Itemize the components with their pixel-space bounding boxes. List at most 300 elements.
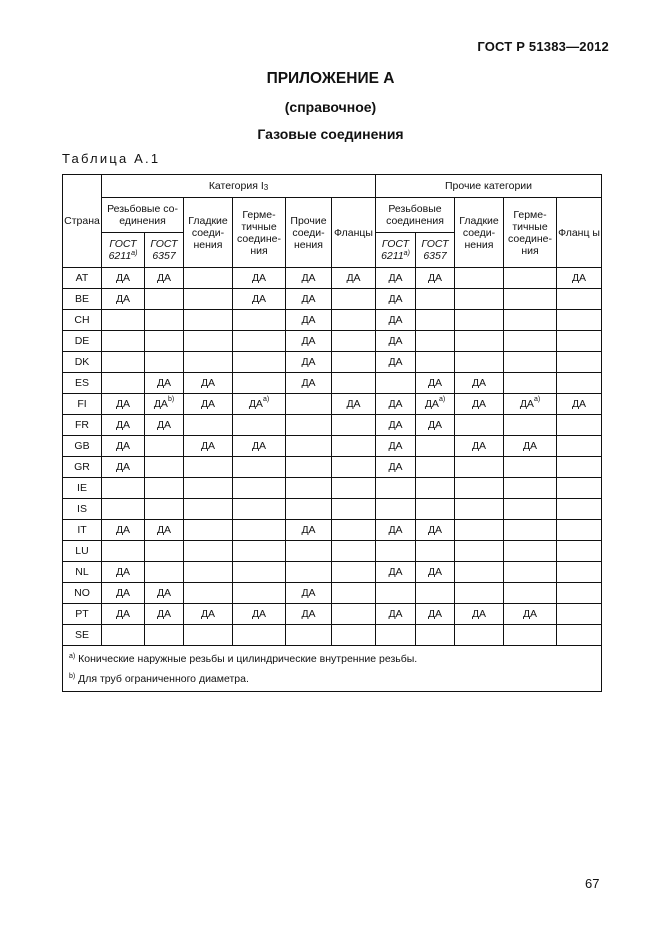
- table-row: [63, 436, 602, 457]
- cell: [102, 394, 145, 415]
- cell: [102, 457, 145, 478]
- cell: [184, 289, 233, 310]
- cell-value: ДА: [115, 461, 131, 473]
- cell: [184, 394, 233, 415]
- cell: [184, 478, 233, 499]
- cell: [184, 541, 233, 562]
- cell-value: ДА: [301, 293, 316, 305]
- cell: [233, 541, 286, 562]
- cell-value: ДА: [301, 377, 316, 389]
- country-code: GR: [63, 457, 102, 478]
- cell-value: ДА: [519, 398, 534, 410]
- header-hermetic-2: Герме-тичные соедине-ния: [504, 198, 557, 268]
- note-b-mark: b): [69, 673, 76, 680]
- cell: [102, 268, 145, 289]
- gost6211-footnote-mark: а): [403, 250, 410, 257]
- cell-value: ДА: [251, 440, 267, 452]
- cell: [145, 457, 184, 478]
- cell: [504, 541, 557, 562]
- cell: [376, 583, 416, 604]
- cell: [286, 331, 332, 352]
- cell-value: ДА: [301, 587, 316, 599]
- cell: [504, 583, 557, 604]
- cell-value: ДА: [522, 608, 538, 620]
- country-code: NL: [63, 562, 102, 583]
- cell-value: ДА: [251, 272, 267, 284]
- cell-value: ДА: [248, 398, 263, 410]
- cell: [145, 541, 184, 562]
- cell-value: ДА: [346, 398, 361, 410]
- cell-value: ДА: [115, 398, 131, 410]
- cell: [416, 331, 455, 352]
- table-row: [63, 499, 602, 520]
- cell: [504, 436, 557, 457]
- cell: [504, 415, 557, 436]
- cell: [376, 499, 416, 520]
- cell-value: ДА: [301, 335, 316, 347]
- cell: [184, 268, 233, 289]
- cell: [376, 289, 416, 310]
- cell: [102, 562, 145, 583]
- cell: [102, 352, 145, 373]
- cell: [233, 625, 286, 646]
- cell: [416, 583, 455, 604]
- cell-value: ДА: [115, 587, 131, 599]
- cell: [286, 373, 332, 394]
- country-code: IE: [63, 478, 102, 499]
- cell: [557, 583, 602, 604]
- table-row: [63, 541, 602, 562]
- cell: [332, 604, 376, 625]
- cell: [557, 562, 602, 583]
- cell-value: ДА: [388, 419, 403, 431]
- cell: [332, 436, 376, 457]
- cell: [376, 457, 416, 478]
- cell: [376, 394, 416, 415]
- cell-value: ДА: [200, 608, 216, 620]
- country-code: DE: [63, 331, 102, 352]
- cell: [286, 625, 332, 646]
- cell: [504, 478, 557, 499]
- cell-footnote-mark: a): [533, 396, 541, 403]
- cell: [233, 394, 286, 415]
- country-code: IS: [63, 499, 102, 520]
- appendix-title: ПРИЛОЖЕНИЕ А: [266, 70, 395, 87]
- country-code: DK: [63, 352, 102, 373]
- cell: [233, 583, 286, 604]
- cell-value: ДА: [427, 377, 443, 389]
- cell: [145, 520, 184, 541]
- cell: [233, 268, 286, 289]
- country-code: PT: [63, 604, 102, 625]
- cell: [416, 457, 455, 478]
- header-hermetic-1: Герме-тичные соедине-ния: [233, 198, 286, 268]
- header-flanges-2: Фланц ы: [557, 198, 602, 268]
- table-body: [63, 268, 602, 646]
- cell: [145, 604, 184, 625]
- cell: [184, 352, 233, 373]
- cell: [455, 625, 504, 646]
- cell-value: ДА: [115, 440, 131, 452]
- cell: [102, 415, 145, 436]
- table-row: [63, 520, 602, 541]
- cell: [376, 604, 416, 625]
- cell-value: ДА: [571, 272, 587, 284]
- cell: [286, 415, 332, 436]
- cell-value: ДА: [522, 440, 538, 452]
- cell-value: ДА: [427, 419, 443, 431]
- table-row: [63, 373, 602, 394]
- country-code: CH: [63, 310, 102, 331]
- cell: [102, 331, 145, 352]
- cell: [184, 625, 233, 646]
- cell: [145, 373, 184, 394]
- cell: [102, 310, 145, 331]
- cell: [145, 415, 184, 436]
- country-code: LU: [63, 541, 102, 562]
- cell: [557, 478, 602, 499]
- cell: [455, 520, 504, 541]
- cell: [332, 373, 376, 394]
- cell: [332, 625, 376, 646]
- cell: [455, 436, 504, 457]
- header-smooth-2: Гладкие соеди-нения: [455, 198, 504, 268]
- cell: [416, 268, 455, 289]
- cell: [455, 499, 504, 520]
- cell: [145, 310, 184, 331]
- cell: [455, 373, 504, 394]
- cell: [145, 499, 184, 520]
- category-i3-label: Категория I: [208, 180, 264, 192]
- cell: [332, 331, 376, 352]
- cell: [184, 436, 233, 457]
- cell: [376, 436, 416, 457]
- cell-value: ДА: [156, 419, 172, 431]
- cell: [102, 436, 145, 457]
- table-notes: [63, 646, 602, 692]
- cell: [504, 289, 557, 310]
- table-row: [63, 625, 602, 646]
- cell-value: ДА: [471, 377, 487, 389]
- cell-value: ДА: [115, 272, 131, 284]
- cell: [286, 268, 332, 289]
- cell: [233, 310, 286, 331]
- cell: [504, 373, 557, 394]
- cell: [557, 457, 602, 478]
- cell: [233, 457, 286, 478]
- cell: [184, 499, 233, 520]
- header-threaded-1: [102, 198, 184, 233]
- cell: [184, 604, 233, 625]
- cell: [557, 289, 602, 310]
- cell: [286, 478, 332, 499]
- page-number: 67: [585, 876, 600, 891]
- cell: [376, 331, 416, 352]
- cell-value: ДА: [424, 398, 439, 410]
- cell: [557, 499, 602, 520]
- cell: [102, 625, 145, 646]
- cell: [332, 352, 376, 373]
- cell: [233, 415, 286, 436]
- cell: [376, 268, 416, 289]
- cell: [233, 478, 286, 499]
- cell-value: ДА: [115, 524, 131, 536]
- note-b: [69, 669, 597, 689]
- cell: [376, 478, 416, 499]
- cell-footnote-mark: b): [167, 396, 175, 403]
- cell: [455, 289, 504, 310]
- note-a-text: Конические наружные резьбы и цилиндрические внутренние резьбы.: [78, 653, 418, 665]
- cell: [233, 499, 286, 520]
- cell: [332, 268, 376, 289]
- header-category-i3: [102, 175, 376, 198]
- cell-value: ДА: [301, 272, 316, 284]
- cell: [504, 499, 557, 520]
- cell: [184, 520, 233, 541]
- table-row: [63, 415, 602, 436]
- cell-value: ДА: [427, 272, 443, 284]
- cell: [184, 583, 233, 604]
- cell: [332, 562, 376, 583]
- cell: [557, 520, 602, 541]
- category-i3-subscript: 3: [263, 183, 269, 192]
- country-code: GB: [63, 436, 102, 457]
- cell: [416, 436, 455, 457]
- cell: [504, 562, 557, 583]
- cell: [286, 394, 332, 415]
- cell-value: ДА: [388, 314, 403, 326]
- cell-value: ДА: [427, 608, 443, 620]
- cell: [332, 499, 376, 520]
- cell-value: ДА: [571, 398, 587, 410]
- cell: [557, 541, 602, 562]
- cell: [504, 625, 557, 646]
- cell-value: ДА: [200, 398, 216, 410]
- cell-value: ДА: [301, 524, 316, 536]
- cell-value: ДА: [115, 608, 131, 620]
- cell-value: ДА: [427, 566, 443, 578]
- appendix-name: Газовые соединения: [257, 126, 404, 142]
- cell: [416, 352, 455, 373]
- threaded-label: Резьбовые со-единения: [107, 203, 178, 227]
- cell: [504, 604, 557, 625]
- country-code: ES: [63, 373, 102, 394]
- cell: [455, 583, 504, 604]
- header-gost6211-1: [102, 233, 145, 268]
- gost6211-label: ГОСТ 6211: [108, 238, 137, 262]
- table-row: [63, 289, 602, 310]
- cell-value: ДА: [471, 608, 487, 620]
- cell: [332, 583, 376, 604]
- cell-footnote-mark: a): [262, 396, 270, 403]
- cell-value: ДА: [471, 398, 487, 410]
- cell-value: ДА: [388, 272, 403, 284]
- cell: [102, 583, 145, 604]
- cell: [455, 541, 504, 562]
- gost6211-footnote-mark: а): [131, 250, 138, 257]
- cell: [286, 562, 332, 583]
- cell: [416, 604, 455, 625]
- cell: [504, 310, 557, 331]
- cell-value: ДА: [388, 335, 403, 347]
- table-row: [63, 604, 602, 625]
- cell: [332, 541, 376, 562]
- country-code: SE: [63, 625, 102, 646]
- cell-value: ДА: [156, 608, 172, 620]
- cell: [455, 604, 504, 625]
- cell: [233, 520, 286, 541]
- cell: [455, 415, 504, 436]
- cell: [145, 478, 184, 499]
- cell: [455, 268, 504, 289]
- cell: [332, 457, 376, 478]
- cell: [557, 394, 602, 415]
- cell: [102, 499, 145, 520]
- cell: [286, 604, 332, 625]
- cell: [416, 373, 455, 394]
- cell: [286, 289, 332, 310]
- header-flanges-1: Фланцы: [332, 198, 376, 268]
- cell: [416, 415, 455, 436]
- cell: [102, 541, 145, 562]
- cell: [233, 352, 286, 373]
- country-code: IT: [63, 520, 102, 541]
- cell: [184, 331, 233, 352]
- cell: [416, 478, 455, 499]
- cell: [233, 436, 286, 457]
- cell-value: ДА: [301, 356, 316, 368]
- cell: [416, 541, 455, 562]
- cell: [184, 373, 233, 394]
- cell: [286, 436, 332, 457]
- cell: [455, 310, 504, 331]
- cell: [416, 625, 455, 646]
- cell: [332, 310, 376, 331]
- appendix-kind: (справочное): [284, 99, 377, 115]
- cell-value: ДА: [115, 566, 131, 578]
- cell: [145, 625, 184, 646]
- cell: [416, 394, 455, 415]
- cell: [504, 331, 557, 352]
- cell-value: ДА: [301, 608, 316, 620]
- cell: [145, 436, 184, 457]
- cell: [455, 331, 504, 352]
- cell: [376, 562, 416, 583]
- cell: [455, 457, 504, 478]
- table-row: [63, 352, 602, 373]
- cell: [102, 604, 145, 625]
- cell: [102, 520, 145, 541]
- cell: [557, 415, 602, 436]
- cell-value: ДА: [156, 272, 172, 284]
- cell-value: ДА: [427, 524, 443, 536]
- cell: [286, 310, 332, 331]
- country-code: BE: [63, 289, 102, 310]
- cell: [332, 415, 376, 436]
- cell: [557, 436, 602, 457]
- cell-value: ДА: [346, 272, 361, 284]
- cell-value: ДА: [388, 524, 403, 536]
- header-gost6357-1: ГОСТ 6357: [145, 233, 184, 268]
- cell: [332, 289, 376, 310]
- cell: [557, 268, 602, 289]
- cell-value: ДА: [388, 461, 403, 473]
- cell: [455, 478, 504, 499]
- cell-value: ДА: [200, 440, 216, 452]
- cell: [504, 457, 557, 478]
- cell: [233, 562, 286, 583]
- cell: [376, 541, 416, 562]
- table-row: [63, 478, 602, 499]
- cell: [416, 310, 455, 331]
- cell: [233, 331, 286, 352]
- cell: [332, 394, 376, 415]
- cell: [184, 457, 233, 478]
- table-row: [63, 394, 602, 415]
- cell: [455, 562, 504, 583]
- cell: [416, 499, 455, 520]
- note-a-mark: a): [69, 653, 76, 660]
- cell-value: ДА: [251, 608, 267, 620]
- table-row: [63, 583, 602, 604]
- cell: [145, 268, 184, 289]
- country-code: NO: [63, 583, 102, 604]
- gost6211-label: ГОСТ 6211: [381, 238, 410, 262]
- cell: [145, 331, 184, 352]
- cell-value: ДА: [156, 377, 172, 389]
- cell-value: ДА: [388, 398, 403, 410]
- cell: [557, 352, 602, 373]
- cell: [286, 520, 332, 541]
- cell: [557, 331, 602, 352]
- header-other-1: Прочие соеди-нения: [286, 198, 332, 268]
- cell: [184, 415, 233, 436]
- note-a: [69, 649, 597, 669]
- cell: [557, 373, 602, 394]
- cell: [416, 520, 455, 541]
- cell: [376, 310, 416, 331]
- cell: [286, 583, 332, 604]
- cell: [455, 352, 504, 373]
- table-row: [63, 268, 602, 289]
- table-row: [63, 331, 602, 352]
- cell: [455, 394, 504, 415]
- cell: [184, 562, 233, 583]
- header-gost6357-2: ГОСТ 6357: [416, 233, 455, 268]
- cell-value: ДА: [156, 524, 172, 536]
- cell: [286, 352, 332, 373]
- cell: [376, 352, 416, 373]
- cell: [102, 478, 145, 499]
- cell: [504, 394, 557, 415]
- cell: [286, 457, 332, 478]
- header-smooth-1: Гладкие соеди-нения: [184, 198, 233, 268]
- country-code: FR: [63, 415, 102, 436]
- cell-value: ДА: [156, 587, 172, 599]
- cell-value: ДА: [200, 377, 216, 389]
- cell: [557, 625, 602, 646]
- document-header: ГОСТ Р 51383—2012: [477, 39, 609, 54]
- cell: [376, 373, 416, 394]
- header-other-categories: Прочие категории: [376, 175, 602, 198]
- cell: [145, 562, 184, 583]
- cell-value: ДА: [388, 440, 403, 452]
- header-gost6211-2: [376, 233, 416, 268]
- cell: [286, 541, 332, 562]
- cell-value: ДА: [115, 419, 131, 431]
- header-country: Страна: [63, 175, 102, 268]
- cell: [145, 583, 184, 604]
